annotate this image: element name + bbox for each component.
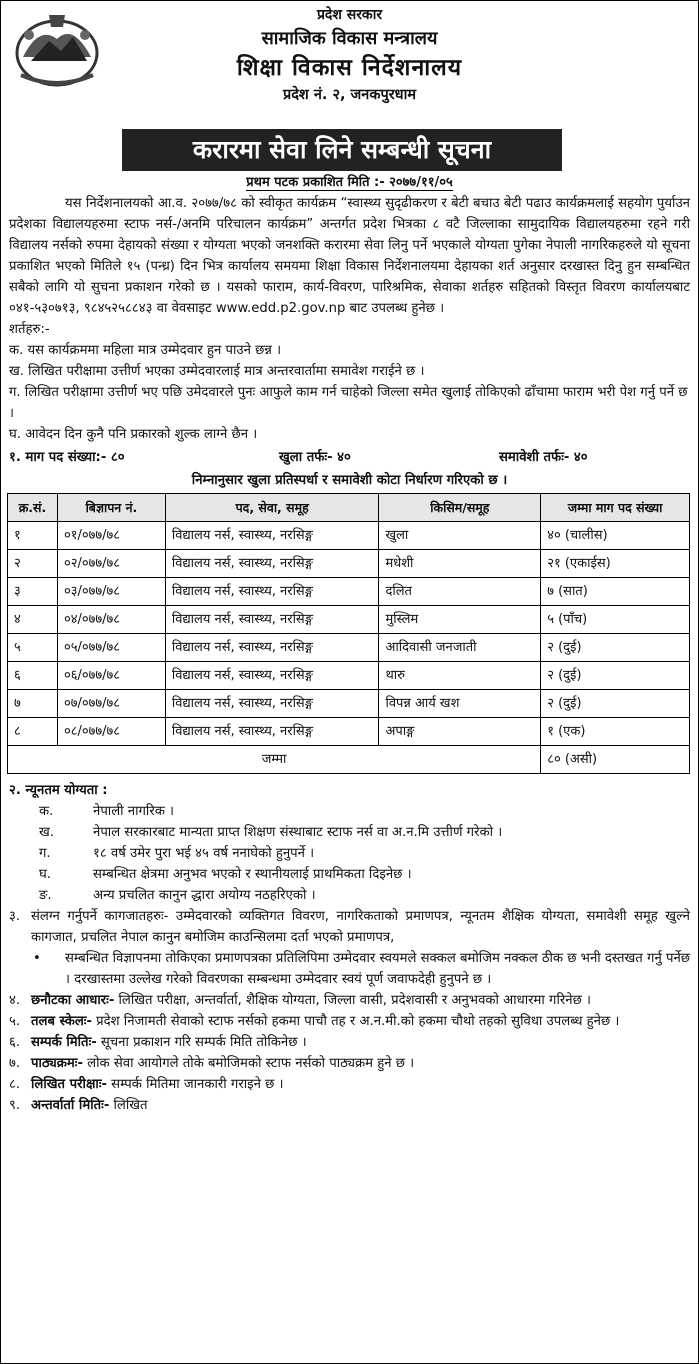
cell-post: विद्यालय नर्स, स्वास्थ्य, नरसिङ्ग: [165, 606, 379, 634]
selection-section: [9, 990, 690, 1011]
qualification-key: क.: [39, 804, 54, 819]
col-group: किसिम/समूह: [379, 494, 541, 522]
selection-text: लिखित परीक्षा, अन्तर्वार्ता, शैक्षिक योग्यता, जिल्ला वासी, प्रदेशवासी र अनुभवको आधारमा गरिनेछ ।: [114, 993, 592, 1008]
documents-text: उम्मेदवारको व्यक्तिगत विवरण, नागरिकताको प्रमाणपत्र, न्यूनतम शैक्षिक योग्यता, समावेशी समूह खुल्ने कागजात, प्रचलित नेपाल कानुन बमोजिम काउन्सिलमा दर्ता भएको प्रमाणपत्र,: [31, 909, 690, 945]
table-row: [8, 718, 690, 746]
col-post: पद, सेवा, समूह: [165, 494, 379, 522]
condition-item: क. यस कार्यक्रममा महिला मात्र उम्मेदवार हुन पाउने छन्न ।: [9, 343, 282, 358]
written-exam-label: लिखित परीक्षाः-: [31, 1077, 107, 1092]
open-count: खुला तर्फः- ४०: [279, 450, 351, 465]
conditions-heading: शर्तहरु:-: [9, 322, 50, 337]
demand-count: १. माग पद संख्या:- ८०: [9, 450, 125, 465]
cell-advert-no: ०५/०७७/७८: [57, 634, 165, 662]
qualification-item: [9, 864, 690, 885]
total-value: ८० (असी): [541, 746, 690, 774]
cell-total: २ (दुई): [541, 662, 690, 690]
cell-post: विद्यालय नर्स, स्वास्थ्य, नरसिङ्ग: [165, 718, 379, 746]
section-number: ५.: [9, 1014, 21, 1029]
qualification-item: [9, 843, 690, 864]
cell-serial: १: [8, 522, 58, 550]
qualification-text: नेपाल सरकारबाट मान्यता प्राप्त शिक्षण संस्थाबाट स्टाफ नर्स वा अ.न.मि उत्तीर्ण गरेको ।: [93, 825, 503, 840]
qualification-text: नेपाली नागरिक ।: [93, 804, 175, 819]
table-row: [8, 522, 690, 550]
qualification-item: [9, 822, 690, 843]
section-number: ६.: [9, 1035, 21, 1050]
section-number: ८.: [9, 1077, 21, 1092]
salary-text: प्रदेश निजामती सेवाको स्टाफ नर्सको हकमा पाचौ तह र अ.न.मी.को हकमा चौथो तहको सुविधा उपलब्ध हुनेछ ।: [91, 1014, 620, 1029]
cell-serial: ६: [8, 662, 58, 690]
documents-bullet: [9, 948, 690, 990]
cell-post: विद्यालय नर्स, स्वास्थ्य, नरसिङ्ग: [165, 522, 379, 550]
ministry-name: सामाजिक विकास मन्त्रालय: [261, 28, 438, 49]
contact-section: [9, 1032, 690, 1053]
cell-group: मधेशी: [379, 550, 541, 578]
total-label: जम्मा: [8, 746, 541, 774]
qualification-heading: [9, 780, 690, 801]
notice-title: करारमा सेवा लिने सम्बन्धी सूचना: [122, 129, 562, 171]
publish-date: [1, 173, 698, 193]
qualification-item: [9, 801, 690, 822]
table-row: [8, 606, 690, 634]
cell-advert-no: ०७/०७७/७८: [57, 690, 165, 718]
table-total-row: [8, 746, 690, 774]
cell-serial: २: [8, 550, 58, 578]
documents-section: [9, 906, 690, 948]
qualification-key: ग.: [39, 846, 51, 861]
cell-advert-no: ०१/०७७/७८: [57, 522, 165, 550]
cell-post: विद्यालय नर्स, स्वास्थ्य, नरसिङ्ग: [165, 550, 379, 578]
cell-group: थारु: [379, 662, 541, 690]
cell-serial: ७: [8, 690, 58, 718]
syllabus-label: पाठ्यक्रमः-: [31, 1056, 83, 1071]
documents-label: संलग्न गर्नुपर्ने कागजातहरुः-: [31, 909, 169, 924]
table-row: [8, 550, 690, 578]
cell-advert-no: ०८/०७७/७८: [57, 718, 165, 746]
directorate-name: शिक्षा विकास निर्देशनालय: [236, 55, 463, 81]
cell-advert-no: ०६/०७७/७८: [57, 662, 165, 690]
cell-total: २ (दुई): [541, 690, 690, 718]
cell-total: ५ (पाँच): [541, 606, 690, 634]
table-row: [8, 634, 690, 662]
cell-group: खुला: [379, 522, 541, 550]
cell-group: अपाङ्ग: [379, 718, 541, 746]
intro-paragraph: यस निर्देशनालयको आ.व. २०७७/७८ को स्वीकृत कार्यक्रम “स्वास्थ्य सुदृढीकरण र बेटी बचाउ बेटी पढाउ कार्यक्रमलाई सहयोग पुर्याउन प्रदेशका विद्यालयहरुमा स्टाफ नर्स-/अनमि परिचालन कार्यक्रम” अन्तर्गत प्रदेश भित्रका ८ वटै जिल्लाका सामुदायिक विद्यालयहरुमा रहने गरी विद्यालय नर्सको रुपमा देहायको संख्या र योग्यता भएको जनशक्ति करारमा सेवा लिनु पर्ने भएकाले योग्यता पुगेका नेपाली नागरिकहरुले यो सूचना प्रकाशित भएको मितिले १५ (पन्ध्र) दिन भित्र कार्यालय समयमा शिक्षा विकास निर्देशनालयमा देहायका शर्त अनुसार दरखास्त दिनु हुन सम्बन्धित सबैको लागि यो सुचना प्रकाशन गरेको छ । यसको फाराम, कार्य-विवरण, पारिश्रमिक, सेवाका शर्तहरु सहितको विस्तृत विवरण कार्यालयबाट ०४१-५३०७१३, ९८४५२५८८४३ वा वेवसाइट www.edd.p2.gov.np बाट उपलब्ध हुनेछ ।: [9, 196, 690, 316]
qualification-key: ख.: [39, 825, 54, 840]
table-row: [8, 578, 690, 606]
cell-post: विद्यालय नर्स, स्वास्थ्य, नरसिङ्ग: [165, 634, 379, 662]
table-header-row: [8, 494, 690, 522]
qualification-item: [9, 885, 690, 906]
quota-title: निम्नानुसार खुला प्रतिस्पर्धा र समावेशी कोटा निर्धारण गरिएको छ ।: [191, 473, 508, 488]
bullet-icon: •: [33, 951, 41, 966]
office-address: प्रदेश नं. २, जनकपुरधाम: [282, 87, 416, 103]
cell-serial: ५: [8, 634, 58, 662]
cell-total: २ (दुई): [541, 634, 690, 662]
table-row: [8, 690, 690, 718]
inclusive-count: समावेशी तर्फः- ४०: [499, 450, 588, 465]
notice-body: [9, 193, 690, 1116]
section-number: ३.: [9, 909, 21, 924]
qualification-text: सम्बन्धित क्षेत्रमा अनुभव भएको र स्थानीयलाई प्राथमिकता दिइनेछ ।: [93, 867, 412, 882]
syllabus-section: [9, 1053, 690, 1074]
cell-serial: ४: [8, 606, 58, 634]
posts-table: [7, 493, 690, 774]
interview-label: अन्तर्वार्ता मितिः-: [31, 1098, 110, 1113]
written-exam-text: सम्पर्क मितिमा जानकारी गराइने छ ।: [106, 1077, 284, 1092]
col-advert-no: बिज्ञापन नं.: [57, 494, 165, 522]
col-serial: क्र.सं.: [8, 494, 58, 522]
qualification-key: घ.: [39, 867, 51, 882]
cell-serial: ३: [8, 578, 58, 606]
cell-advert-no: ०३/०७७/७८: [57, 578, 165, 606]
section-number: ९.: [9, 1098, 21, 1113]
documents-bullet-text: सम्बन्धित विज्ञापनमा तोकिएका प्रमाणपत्रका प्रतिलिपिमा उम्मेदवार स्वयमले सक्कल बमोजिम नक्कल ठीक छ भनी दस्तखत गर्नु पर्नेछ । दरखास्तमा उल्लेख गरेको विवरणका सम्बन्धमा उम्मेदवार स्वयं पूर्ण जवाफदेही हुनुपने छ ।: [65, 951, 691, 987]
salary-section: [9, 1011, 690, 1032]
cell-group: दलित: [379, 578, 541, 606]
table-row: [8, 662, 690, 690]
cell-post: विद्यालय नर्स, स्वास्थ्य, नरसिङ्ग: [165, 662, 379, 690]
written-exam-section: [9, 1074, 690, 1095]
cell-advert-no: ०२/०७७/७८: [57, 550, 165, 578]
contact-text: सूचना प्रकाशन गरि सम्पर्क मिति तोकिनेछ ।: [96, 1035, 307, 1050]
condition-item: ख. लिखित परीक्षामा उत्तीर्ण भएका उम्मेदवारलाई मात्र अन्तरवार्तामा समावेश गराईने छ ।: [9, 364, 425, 379]
cell-group: मुस्लिम: [379, 606, 541, 634]
interview-section: [9, 1095, 690, 1116]
section-number: ७.: [9, 1056, 21, 1071]
post-counts: [9, 447, 690, 468]
cell-total: ७ (सात): [541, 578, 690, 606]
selection-label: छनौटका आधारः-: [31, 993, 115, 1008]
interview-text: लिखित: [109, 1098, 148, 1113]
contact-label: सम्पर्क मितिः-: [31, 1035, 97, 1050]
salary-label: तलब स्केलः-: [31, 1014, 92, 1029]
cell-total: १ (एक): [541, 718, 690, 746]
qualification-text: अन्य प्रचलित कानुन द्धारा अयोग्य नठहरिएको ।: [93, 888, 316, 903]
notice-header: [1, 1, 698, 106]
cell-post: विद्यालय नर्स, स्वास्थ्य, नरसिङ्ग: [165, 578, 379, 606]
qualification-key: ङ.: [39, 888, 52, 903]
cell-total: २१ (एकाईस): [541, 550, 690, 578]
col-total: जम्मा माग पद संख्या: [541, 494, 690, 522]
publish-date-text: प्रथम पटक प्रकाशित मिति :- २०७७/११/०५: [246, 175, 453, 190]
cell-post: विद्यालय नर्स, स्वास्थ्य, नरसिङ्ग: [165, 690, 379, 718]
cell-group: आदिवासी जनजाती: [379, 634, 541, 662]
section-number: ४.: [9, 993, 21, 1008]
syllabus-text: लोक सेवा आयोगले तोके बमोजिमको स्टाफ नर्सको पाठ्यक्रम हुने छ ।: [82, 1056, 415, 1071]
cell-advert-no: ०४/०७७/७८: [57, 606, 165, 634]
qualification-heading-text: २. न्यूनतम योग्यता :: [9, 783, 108, 798]
government-label: प्रदेश सरकार: [316, 7, 383, 23]
condition-item: ग. लिखित परीक्षामा उत्तीर्ण भए पछि उमेदवारले पुनः आफुले काम गर्न चाहेको जिल्ला समेत खुलाई तोकिएको ढाँचामा फाराम भरी पेश गर्नु पर्ने छ ।: [9, 385, 688, 421]
cell-total: ४० (चालीस): [541, 522, 690, 550]
cell-group: विपन्न आर्य खश: [379, 690, 541, 718]
cell-serial: ८: [8, 718, 58, 746]
qualification-text: १८ वर्ष उमेर पुरा भई ४५ वर्ष ननाघेको हुनुपर्ने ।: [93, 846, 315, 861]
condition-item: घ. आवेदन दिन कुनै पनि प्रकारको शुल्क लाग्ने छैन ।: [9, 427, 258, 442]
